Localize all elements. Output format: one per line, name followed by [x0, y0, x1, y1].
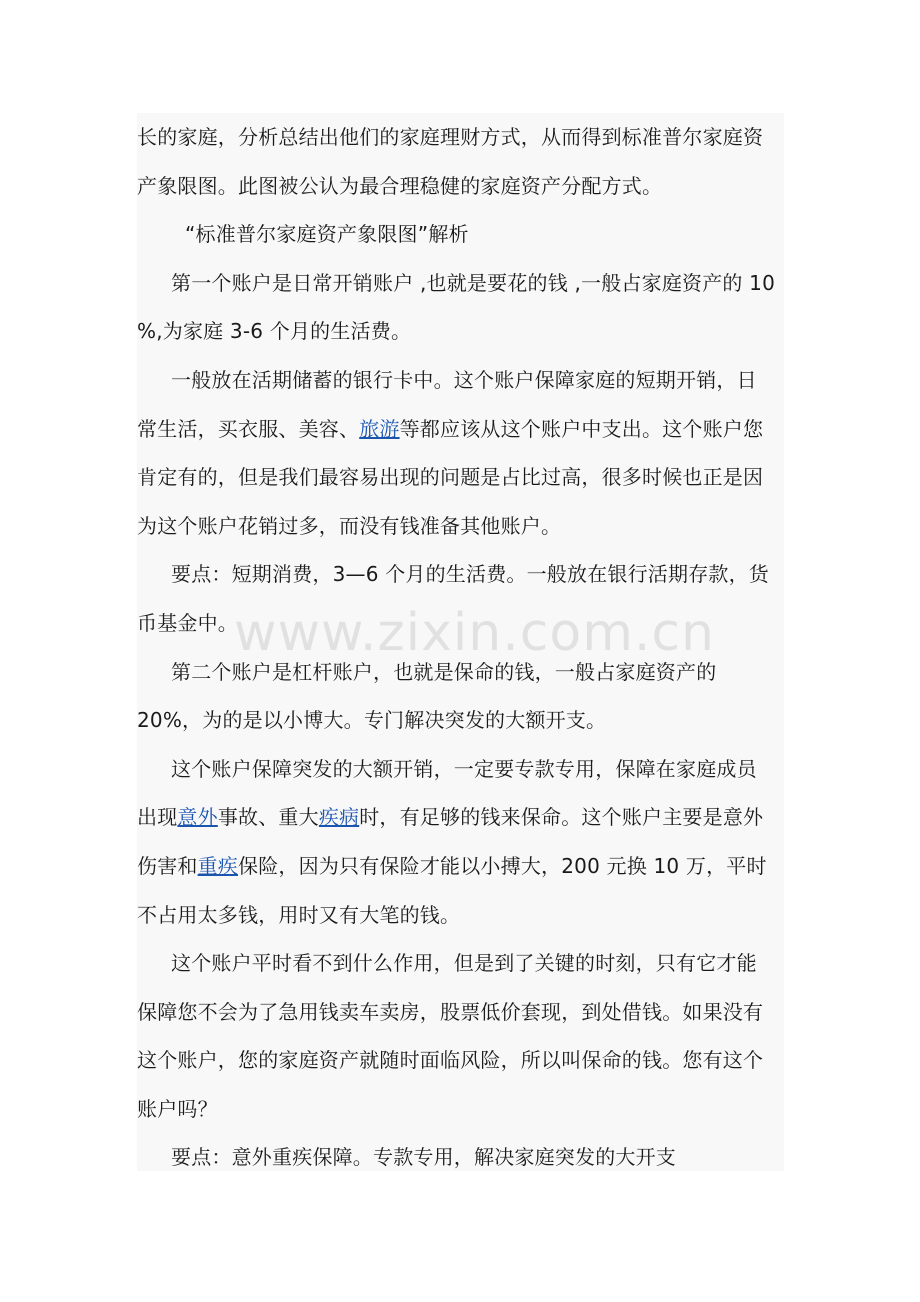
paragraph-line: 这个账户保障突发的大额开销，一定要专款专用，保障在家庭成员: [171, 756, 757, 781]
paragraph-line: 这个账户平时看不到什么作用，但是到了关键的时刻，只有它才能: [171, 951, 757, 976]
paragraph-line: [137, 793, 784, 842]
paragraph-line: 不占用太多钱，用时又有大笔的钱。: [137, 902, 461, 927]
paragraph-line: 20%，为的是以小博大。专门解决突发的大额开支。: [137, 708, 607, 733]
paragraph-line: 要点：意外重疾保障。专款专用，解决家庭突发的大开支: [171, 1145, 676, 1170]
paragraph-line: 账户吗？: [137, 1096, 218, 1121]
text-segment: 伤害和: [137, 853, 198, 878]
paragraph-line: [137, 405, 784, 454]
text-segment: 时，有足够的钱来保命。这个账户主要是意外: [359, 805, 764, 830]
paragraph-line: 币基金中。: [137, 610, 238, 635]
paragraph-line: 要点：短期消费，3—6 个月的生活费。一般放在银行活期存款，货: [171, 562, 770, 587]
paragraph-line: [137, 842, 784, 891]
paragraph-line: 为这个账户花销过多，而没有钱准备其他账户。: [137, 513, 562, 538]
link-accident[interactable]: 意外: [177, 805, 218, 830]
paragraph-line: 第二个账户是杠杆账户，也就是保命的钱，一般占家庭资产的: [171, 659, 717, 684]
paragraph-line: 第一个账户是日常开销账户 ,也就是要花的钱 ,一般占家庭资产的 10: [171, 270, 776, 295]
section-title: “标准普尔家庭资产象限图”解析: [185, 222, 469, 247]
link-disease[interactable]: 疾病: [318, 805, 360, 830]
text-segment: 等都应该从这个账户中支出。这个账户您: [399, 416, 764, 441]
link-critical-illness[interactable]: 重疾: [197, 853, 239, 878]
text-segment: 出现: [137, 805, 178, 830]
paragraph-line: 肯定有的，但是我们最容易出现的问题是占比过高，很多时候也正是因: [137, 465, 764, 490]
paragraph-line: 产象限图。此图被公认为最合理稳健的家庭资产分配方式。: [137, 173, 663, 198]
text-segment: 保险，因为只有保险才能以小搏大，200 元换 10 万，平时: [238, 853, 767, 878]
paragraph-line: 长的家庭，分析总结出他们的家庭理财方式，从而得到标准普尔家庭资: [137, 125, 764, 149]
paragraph-line: 一般放在活期储蓄的银行卡中。这个账户保障家庭的短期开销，日: [171, 367, 757, 392]
document-page: [137, 113, 784, 1171]
link-travel[interactable]: 旅游: [359, 416, 400, 441]
paragraph-line: 保障您不会为了急用钱卖车卖房，股票低价套现，到处借钱。如果没有: [137, 999, 764, 1024]
text-segment: 常生活，买衣服、美容、: [137, 416, 360, 441]
paragraph-line: 这个账户，您的家庭资产就随时面临风险，所以叫保命的钱。您有这个: [137, 1048, 764, 1073]
watermark: www.zixin.com.cn: [234, 603, 715, 663]
paragraph-line: %,为家庭 3-6 个月的生活费。: [137, 319, 412, 344]
text-segment: 事故、重大: [217, 805, 319, 830]
